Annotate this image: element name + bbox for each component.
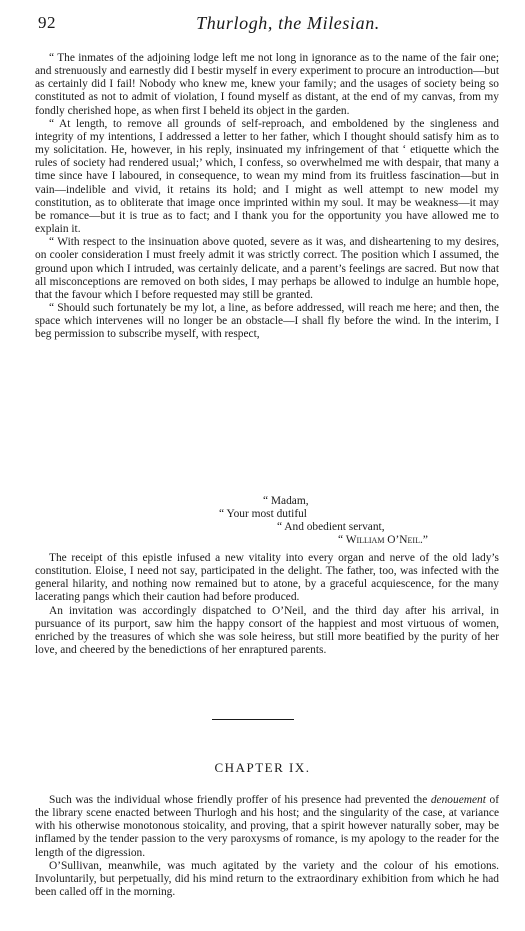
narrative-paragraph: The receipt of this epistle infused a new vitality into every organ and nerve of the old lady’s constitution. Eloise, I need not say, participated in the delight. The father, too, was infected with the general hilarity, and nothing now remained but to atone, by a graceful acquiescence, for the many lacerating pangs which their caution had before produced. (35, 552, 499, 604)
page-number: 92 (38, 13, 56, 32)
section-divider (212, 719, 294, 720)
running-title: Thurlogh, the Milesian. (196, 13, 380, 33)
letter-paragraph: “ At length, to remove all grounds of self-reproach, and emboldened by the singleness and integrity of my intentions, I addressed a letter to her father, which I thought should satisfy him as to my solicitation. He, however, in his reply, insinuated my infringement of that ‘ etiquette which the rules of society had rendered usual;’ which, I confess, so overwhelmed me with despair, that many a time since have I laboured, in consequence, to wean my mind from its fruitless fascination—but in vain—indelible and vivid, it retains its hold; and I might as well attempt to new model my constitution, as to obliterate that image once imprinted within my soul. It may be weakness—it may be romance—but it is true as to fact; and I thank you for the opportunity you have allowed me to explain it. (35, 117, 499, 236)
narrative-body (35, 552, 499, 657)
chapter-text: Such was the individual whose friendly proffer of his presence had prevented the (49, 794, 431, 806)
letter-paragraph: “ Should such fortunately be my lot, a line, as before addressed, will reach me here; and then, the space which intervenes will no longer be an obstacle—I shall fly before the wind. In the interim, I beg permission to subscribe myself, with respect, (35, 301, 499, 341)
letter-paragraph: “ The inmates of the adjoining lodge left me not long in ignorance as to the name of the fair one; and strenuously and earnestly did I bestir myself in every experiment to procure an introduction—but as certainly did I fail! Nobody who knew me, knew your family; and the usages of society being so constituted as not to admit of violation, I found myself as distant, at the end of my canvas, from my fondly cherished hope, as when first I beheld its object in the garden. (35, 52, 499, 117)
chapter-text: of the library scene enacted between Thurlogh and his host; and the singularity of the case, at variance with his otherwise monotonous stoicality, and proving, that a spirit however naturally sober, may be inflamed by the tender passion to the very paroxysms of romance, is my apology to the reader for the length of the digression. (35, 794, 499, 859)
chapter-heading: CHAPTER IX. (214, 760, 311, 775)
page-header (38, 13, 498, 41)
chapter-paragraph: O’Sullivan, meanwhile, was much agitated by the variety and the colour of his emotions. Involuntarily, but perpetually, did his mind return to the extraordinary exhibition from which he had been called off in the morning. (35, 859, 499, 899)
chapter-body (35, 794, 499, 899)
chapter-paragraph (35, 794, 499, 860)
signature-closing: “ Your most dutiful (219, 508, 307, 521)
signature-salutation: “ Madam, (263, 495, 309, 507)
letter-signature (35, 495, 499, 548)
signature-name: “ William O’Neil.” (338, 534, 428, 547)
narrative-paragraph: An invitation was accordingly dispatched to O’Neil, and the third day after his arrival, in pursuance of its purport, saw him the happy consort of the happiest and most virtuous of women, enriched by the treasures of which she was sole heiress, but still more beatified by the purity of her love, and cheered by the benedictions of her enraptured parents. (35, 604, 499, 657)
letter-body (35, 52, 499, 341)
letter-paragraph: “ With respect to the insinuation above quoted, severe as it was, and disheartening to my desires, on cooler consideration I must freely admit it was strictly correct. The position which I assumed, the ground upon which I intruded, was certainly delicate, and a parent’s feelings are sacred. But now that all misconceptions are removed on both sides, I may perhaps be allowed to indulge an humble hope, that the favour which I before requested may still be granted. (35, 236, 499, 301)
signature-closing: “ And obedient servant, (277, 521, 385, 534)
italic-term: denouement (430, 794, 486, 806)
